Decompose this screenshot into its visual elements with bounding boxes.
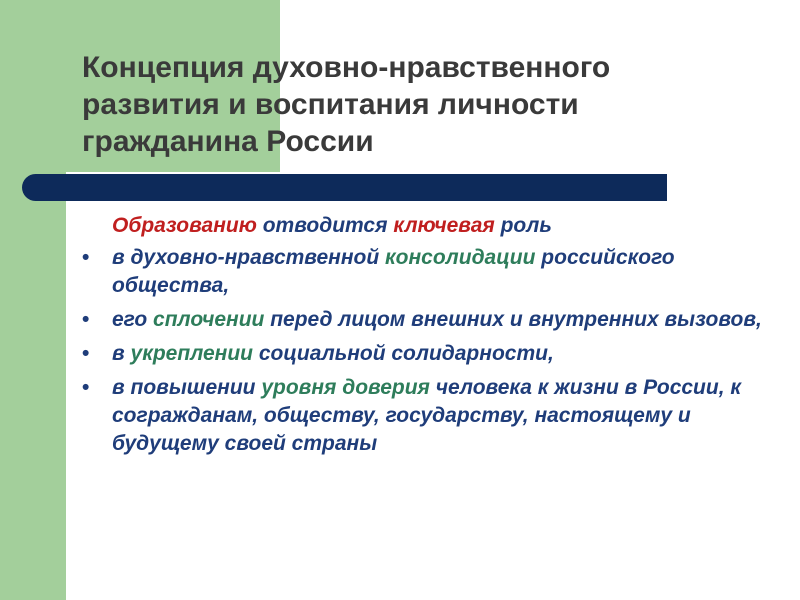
item-text: социальной солидарности, xyxy=(253,342,554,365)
bullet-list xyxy=(82,244,782,458)
bullet-icon: • xyxy=(82,376,90,399)
list-item xyxy=(82,306,782,334)
lead-word: роль xyxy=(500,214,552,237)
lead-sentence xyxy=(82,212,782,240)
item-text: в повышении xyxy=(112,376,262,399)
item-text: в духовно-нравственной xyxy=(112,246,386,269)
item-highlight: сплочении xyxy=(153,308,265,331)
title-line: гражданина России xyxy=(82,125,374,158)
bullet-icon: • xyxy=(82,342,90,365)
item-text: перед лицом внешних и внутренних вызовов, xyxy=(264,308,762,331)
bullet-icon: • xyxy=(82,308,90,331)
slide-body xyxy=(82,212,782,464)
list-item xyxy=(82,244,782,300)
lead-keyword-key: ключевая xyxy=(393,214,495,237)
title-divider-bar xyxy=(22,174,667,201)
bullet-icon: • xyxy=(82,246,90,269)
item-text: российского общества, xyxy=(112,246,675,297)
item-text: его xyxy=(112,308,154,331)
list-item xyxy=(82,374,782,458)
lead-word: отводится xyxy=(262,214,388,237)
item-text: в xyxy=(112,342,131,365)
list-item xyxy=(82,340,782,368)
item-highlight: уровня доверия xyxy=(261,376,430,399)
item-text: человека к жизни в России, к согражданам, обществу, государству, настоящему и будущему своей страны xyxy=(112,376,742,455)
title-line: развития и воспитания личности xyxy=(82,88,579,121)
slide-title xyxy=(82,49,762,160)
item-highlight: консолидации xyxy=(385,246,536,269)
item-highlight: укреплении xyxy=(130,342,253,365)
title-line: Концепция духовно-нравственного xyxy=(82,51,611,84)
lead-keyword-education: Образованию xyxy=(112,214,257,237)
